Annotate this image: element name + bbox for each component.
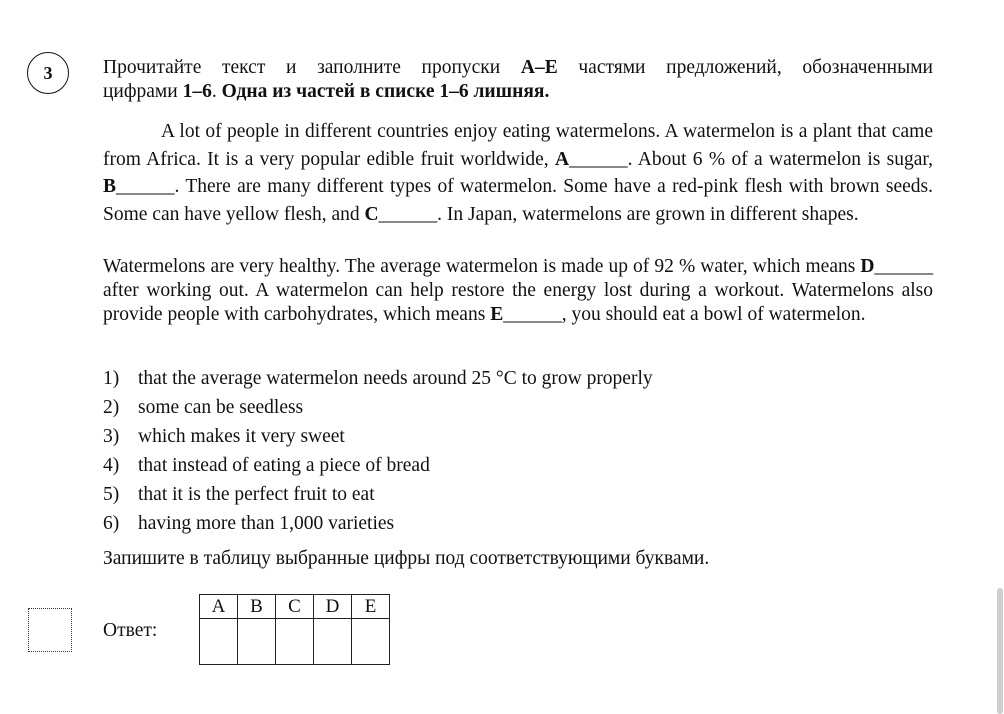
gap-label-a: A [555,148,570,170]
option-number: 3) [103,426,120,447]
answer-header-a: A [200,595,238,619]
gap-label-b: B [103,176,117,197]
text-fragment: ______. In Japan, watermelons are grown in different shapes. [378,203,859,225]
text-paragraph-2 [103,255,933,328]
instruction-gaps-range: A–E [520,57,558,78]
list-item [103,364,653,393]
task-instruction [103,56,933,104]
option-number: 6) [103,513,120,534]
question-number-badge [27,52,69,94]
option-number: 2) [103,397,120,418]
option-number: 1) [103,368,120,389]
gap-label-d: D [860,256,875,277]
instruction-options-range: 1–6 [182,81,212,102]
scrollbar[interactable] [997,588,1003,714]
option-number: 4) [103,455,120,476]
option-text: having more than 1,000 varieties [138,513,395,534]
option-text: which makes it very sweet [138,426,345,447]
text-fragment: Watermelons are very healthy. The average watermelon is made up of 92 % water, which means [103,256,861,277]
text-fragment: ______. There are many different types of watermelon. Some have a red-pink flesh with brown seeds. Some can have yellow flesh, and [103,176,933,225]
gap-label-e: E [490,304,504,326]
instruction-text: . [211,81,222,102]
option-text: that it is the perfect fruit to eat [138,484,375,505]
text-fragment: A lot of people in different countries enjoy eating watermelons. A watermelon is a plant that came from Africa. It is a very popular edible fruit worldwide, [103,121,933,170]
answer-header-e: E [352,595,390,619]
instruction-line-1 [103,56,933,80]
answer-cell-a[interactable] [200,619,238,665]
answer-cell-c[interactable] [276,619,314,665]
score-box[interactable] [28,608,72,652]
list-item [103,480,653,509]
list-item [103,393,653,422]
option-text: some can be seedless [138,397,304,418]
answer-table [199,594,390,665]
text-paragraph-1 [103,118,933,228]
text-fragment: ______, you should eat a bowl of watermelon. [503,304,866,326]
answer-label: Ответ: [103,620,158,641]
answer-header-row [200,595,390,619]
list-item [103,451,653,480]
answer-header-c: C [276,595,314,619]
question-number: 3 [43,62,53,83]
text-fragment: ______ after working out. A watermelon can help restore the energy lost during a workout. Watermelons also provide people with carbohydrates, which means [103,256,933,326]
options-list [103,364,653,538]
answer-header-b: B [238,595,276,619]
instruction-extra-note: Одна из частей в списке 1–6 лишняя. [221,81,550,102]
text-fragment: ______. About 6 % of a watermelon is sugar, [569,148,934,170]
answer-header-d: D [314,595,352,619]
list-item [103,422,653,451]
answer-cell-b[interactable] [238,619,276,665]
table-instruction: Запишите в таблицу выбранные цифры под соответствующими буквами. [103,548,710,569]
answer-cell-d[interactable] [314,619,352,665]
gap-label-c: C [364,203,379,225]
list-item [103,509,653,538]
answer-cell-e[interactable] [352,619,390,665]
instruction-text: частями предложений, обозначенными [557,57,933,78]
instruction-line-2 [103,80,933,104]
answer-input-row [200,619,390,665]
option-text: that instead of eating a piece of bread [138,455,430,476]
instruction-text: цифрами [103,81,183,102]
instruction-text: Прочитайте текст и заполните пропуски [103,57,521,78]
option-text: that the average watermelon needs around 25 °C to grow properly [138,368,653,389]
option-number: 5) [103,484,120,505]
